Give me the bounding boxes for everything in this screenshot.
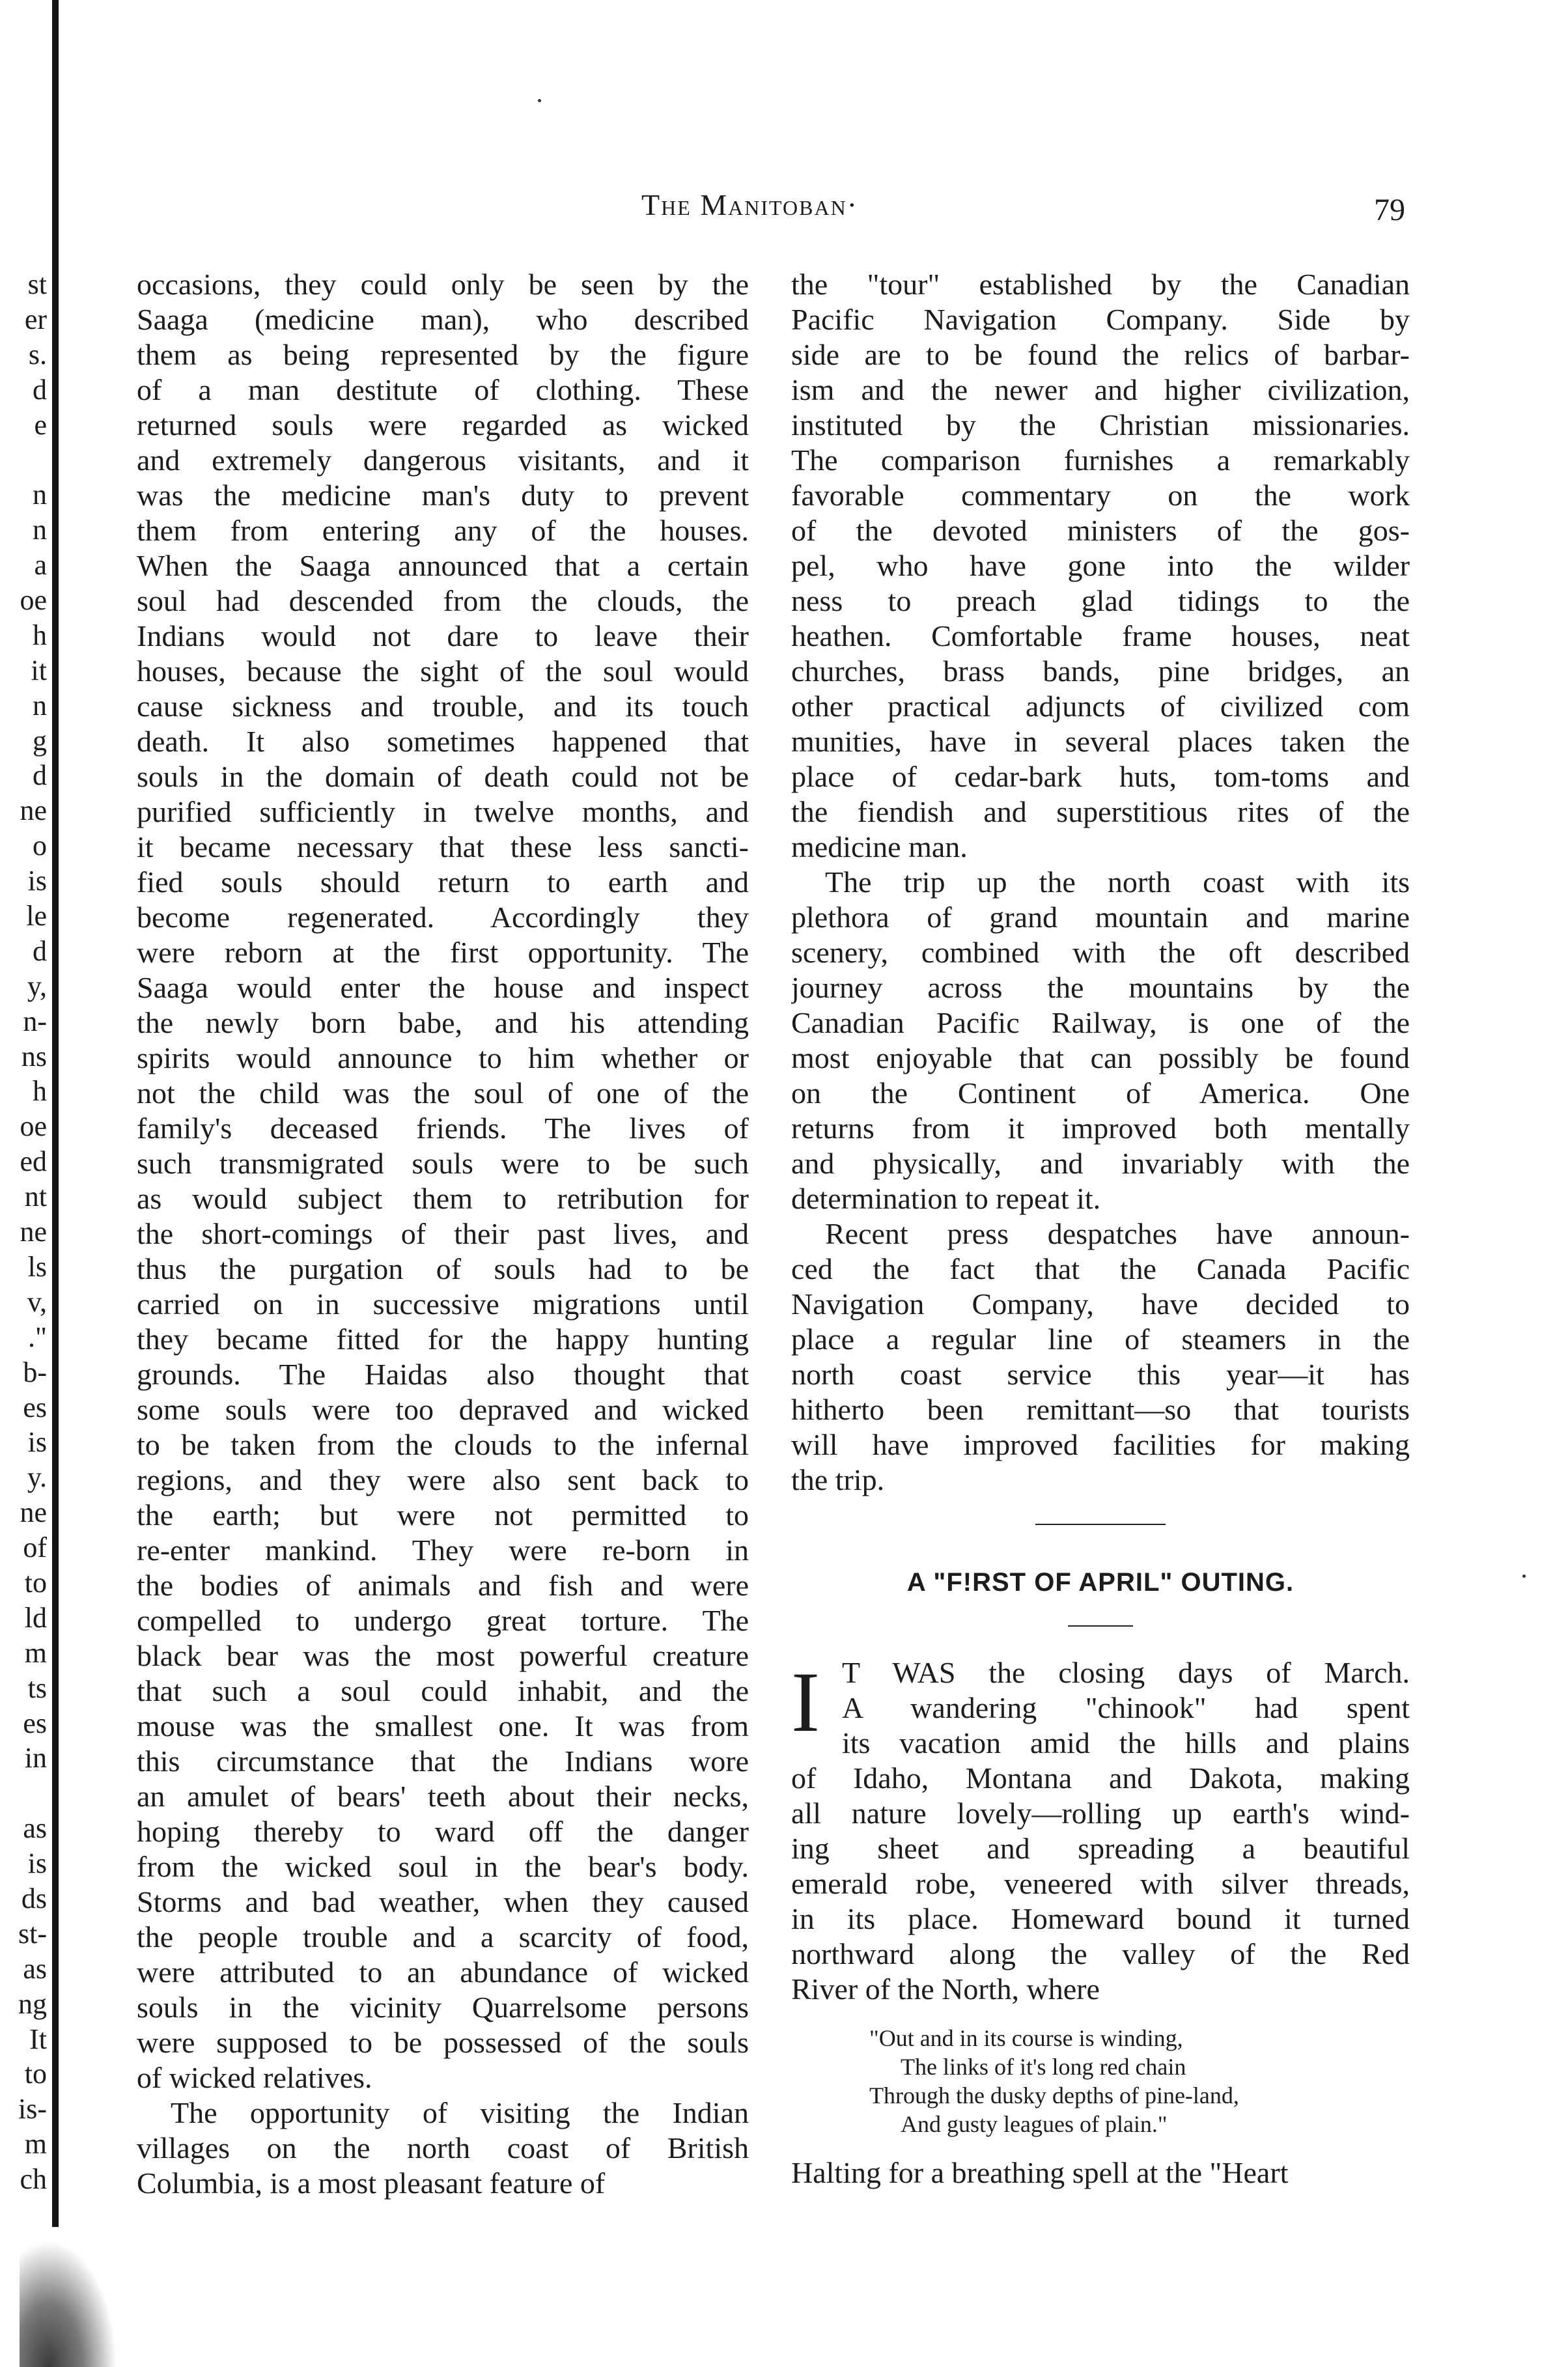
text-line: on the Continent of America. One xyxy=(791,1076,1410,1110)
edge-fragment: m xyxy=(24,2128,47,2161)
text-line: from the wicked soul in the bear's body. xyxy=(137,1850,749,1883)
paragraph-north-coast-trip xyxy=(791,865,1410,1216)
text-line: hitherto been remittant—so that tourists xyxy=(791,1393,1410,1426)
text-line: some souls were too depraved and wicked xyxy=(137,1393,749,1426)
text-line: all nature lovely—rolling up earth's wind- xyxy=(791,1797,1410,1830)
edge-fragment: is xyxy=(27,1426,47,1459)
edge-fragment: It xyxy=(29,2023,47,2055)
text-line: of the devoted ministers of the gos- xyxy=(791,514,1410,547)
paragraph-continued xyxy=(137,267,749,2095)
edge-fragment: d xyxy=(33,373,47,406)
text-line: as would subject them to retribution for xyxy=(137,1182,749,1215)
text-line: spirits would announce to him whether or xyxy=(137,1041,749,1074)
text-line: them from entering any of the houses. xyxy=(137,514,749,547)
edge-fragment: oe xyxy=(20,584,47,617)
text-line: cause sickness and trouble, and its touch xyxy=(137,690,749,723)
verse-quotation xyxy=(869,2024,1410,2138)
text-line: favorable commentary on the work xyxy=(791,479,1410,512)
edge-fragment: is- xyxy=(18,2093,47,2125)
print-speck xyxy=(538,99,541,102)
text-line: ism and the newer and higher civilization, xyxy=(791,373,1410,406)
text-line: it became necessary that these less sancti- xyxy=(137,830,749,863)
text-line: place of cedar-bark huts, tom-toms and xyxy=(791,760,1410,793)
text-line: Saaga (medicine man), who described xyxy=(137,303,749,336)
text-line: returns from it improved both mentally xyxy=(791,1112,1410,1145)
edge-fragment: s. xyxy=(28,338,47,371)
text-line: mouse was the smallest one. It was from xyxy=(137,1709,749,1743)
text-line: black bear was the most powerful creature xyxy=(137,1639,749,1672)
text-line: journey across the mountains by the xyxy=(791,971,1410,1004)
edge-fragment: d xyxy=(33,759,47,792)
text-line: were reborn at the first opportunity. The xyxy=(137,936,749,969)
right-column xyxy=(791,267,1410,2191)
edge-fragment: n xyxy=(33,689,47,721)
edge-fragment: is xyxy=(27,1847,47,1880)
text-line: place a regular line of steamers in the xyxy=(791,1323,1410,1356)
text-line: an amulet of bears' teeth about their necks, xyxy=(137,1780,749,1813)
print-speck xyxy=(1522,1575,1526,1578)
text-line: the bodies of animals and fish and were xyxy=(137,1569,749,1602)
edge-fragment: ts xyxy=(27,1672,47,1704)
edge-fragment: ds xyxy=(21,1882,47,1914)
edge-fragment: o xyxy=(33,830,47,862)
text-line: The trip up the north coast with its xyxy=(825,865,1410,899)
text-line: The opportunity of visiting the Indian xyxy=(171,2096,749,2129)
text-line: side are to be found the relics of barbar- xyxy=(791,338,1410,371)
text-line: family's deceased friends. The lives of xyxy=(137,1112,749,1145)
facing-page-edge-text xyxy=(0,267,51,2214)
edge-fragment: ch xyxy=(20,2163,47,2196)
edge-fragment: oe xyxy=(20,1110,47,1143)
text-line: were supposed to be possessed of the souls xyxy=(137,2026,749,2059)
text-line: soul had descended from the clouds, the xyxy=(137,584,749,617)
edge-fragment: as xyxy=(23,1952,47,1985)
text-line: heathen. Comfortable frame houses, neat xyxy=(791,619,1410,652)
article-opening xyxy=(791,1655,1410,2007)
text-line: the trip. xyxy=(791,1463,885,1496)
edge-fragment: b- xyxy=(23,1356,47,1388)
edge-fragment: y, xyxy=(27,970,47,1002)
text-line: carried on in successive migrations until xyxy=(137,1287,749,1321)
text-line: in its place. Homeward bound it turned xyxy=(791,1902,1410,1935)
edge-fragment: ne xyxy=(20,1216,47,1248)
text-line: medicine man. xyxy=(791,830,968,863)
text-line: was the medicine man's duty to prevent xyxy=(137,479,749,512)
text-line: churches, brass bands, pine bridges, an xyxy=(791,654,1410,688)
edge-fragment: ed xyxy=(20,1145,47,1178)
text-line: fied souls should return to earth and xyxy=(137,865,749,899)
edge-fragment: n xyxy=(33,514,47,546)
text-line: determination to repeat it. xyxy=(791,1182,1101,1215)
text-line: instituted by the Christian missionaries. xyxy=(791,408,1410,441)
paragraph-tour xyxy=(791,267,1410,865)
text-line: not the child was the soul of one of the xyxy=(137,1076,749,1110)
text-line: souls in the vicinity Quarrelsome persons xyxy=(137,1991,749,2024)
text-line: houses, because the sight of the soul would xyxy=(137,654,749,688)
verse-line: The links of it's long red chain xyxy=(901,2054,1186,2080)
running-title: The Manitoban· xyxy=(641,188,858,221)
binding-shadow xyxy=(20,2240,117,2367)
edge-fragment xyxy=(0,442,51,477)
text-line: the people trouble and a scarcity of food, xyxy=(137,1920,749,1954)
edge-fragment: v, xyxy=(27,1285,47,1318)
text-line: ness to preach glad tidings to the xyxy=(791,584,1410,617)
verse-line: "Out and in its course is winding, xyxy=(869,2025,1183,2051)
text-line: pel, who have gone into the wilder xyxy=(791,549,1410,582)
article-heading: A "F!RST OF APRIL" OUTING. xyxy=(906,1568,1295,1597)
text-line: its vacation amid the hills and plains xyxy=(842,1726,1410,1759)
text-line: The comparison furnishes a remarkably xyxy=(791,443,1410,477)
text-line: will have improved facilities for making xyxy=(791,1428,1410,1461)
text-line: and extremely dangerous visitants, and it xyxy=(137,443,749,477)
edge-fragment: h xyxy=(33,619,47,651)
text-line: Halting for a breathing spell at the "Heart xyxy=(791,2156,1289,2189)
edge-fragment: er xyxy=(24,303,47,335)
text-line: thus the purgation of souls had to be xyxy=(137,1252,749,1285)
text-line: the "tour" established by the Canadian xyxy=(791,268,1410,301)
text-line: munities, have in several places taken the xyxy=(791,725,1410,758)
edge-fragment: ns xyxy=(21,1040,47,1072)
edge-fragment: g xyxy=(33,724,47,757)
text-line: When the Saaga announced that a certain xyxy=(137,549,749,582)
text-line: such transmigrated souls were to be such xyxy=(137,1147,749,1180)
edge-fragment: ." xyxy=(28,1321,47,1353)
text-line: River of the North, where xyxy=(791,1972,1100,2006)
text-line: plethora of grand mountain and marine xyxy=(791,901,1410,934)
text-line: the newly born babe, and his attending xyxy=(137,1006,749,1039)
paragraph-indian-villages xyxy=(137,2095,749,2201)
text-line: of a man destitute of clothing. These xyxy=(137,373,749,406)
edge-fragment: to xyxy=(24,2058,47,2090)
edge-fragment: n- xyxy=(23,1005,47,1037)
text-line: occasions, they could only be seen by the xyxy=(137,268,749,301)
text-line: the earth; but were not permitted to xyxy=(137,1498,749,1532)
text-line: regions, and they were also sent back to xyxy=(137,1463,749,1496)
text-line: ing sheet and spreading a beautiful xyxy=(791,1832,1410,1865)
edge-fragment: m xyxy=(24,1636,47,1669)
edge-fragment: ng xyxy=(18,1987,47,2020)
edge-fragment: is xyxy=(27,865,47,897)
edge-fragment: st- xyxy=(18,1917,47,1950)
edge-fragment: ls xyxy=(27,1250,47,1283)
text-line: this circumstance that the Indians wore xyxy=(137,1744,749,1778)
edge-fragment: le xyxy=(26,900,47,932)
text-line: become regenerated. Accordingly they xyxy=(137,901,749,934)
text-line: compelled to undergo great torture. The xyxy=(137,1604,749,1637)
drop-cap: I xyxy=(791,1654,820,1750)
text-line: scenery, combined with the oft described xyxy=(791,936,1410,969)
text-line: the short-comings of their past lives, and xyxy=(137,1217,749,1250)
edge-fragment: it xyxy=(31,654,47,686)
left-column xyxy=(137,267,749,2201)
text-line: Saaga would enter the house and inspect xyxy=(137,971,749,1004)
text-line: northward along the valley of the Red xyxy=(791,1937,1410,1970)
verse-line: Through the dusky depths of pine-land, xyxy=(869,2082,1239,2108)
text-line: Recent press despatches have announ- xyxy=(825,1217,1410,1250)
edge-fragment: y. xyxy=(27,1461,47,1494)
edge-fragment: ne xyxy=(20,794,47,827)
text-line: ced the fact that the Canada Pacific xyxy=(791,1252,1410,1285)
edge-fragment: n xyxy=(33,479,47,511)
edge-fragment: es xyxy=(23,1707,47,1739)
text-line: were attributed to an abundance of wicked xyxy=(137,1955,749,1989)
text-line: re-enter mankind. They were re-born in xyxy=(137,1534,749,1567)
text-line: Indians would not dare to leave their xyxy=(137,619,749,652)
text-line: T WAS the closing days of March. xyxy=(842,1656,1410,1689)
edge-fragment: e xyxy=(34,408,47,441)
binding-edge xyxy=(52,0,59,2227)
text-line: north coast service this year—it has xyxy=(791,1358,1410,1391)
text-line: Navigation Company, have decided to xyxy=(791,1287,1410,1321)
verse-line: And gusty leagues of plain." xyxy=(901,2111,1168,2137)
text-line: most enjoyable that can possibly be found xyxy=(791,1041,1410,1074)
edge-fragment: in xyxy=(24,1742,47,1774)
edge-fragment: es xyxy=(23,1391,47,1423)
edge-fragment: of xyxy=(23,1532,47,1564)
text-line: they became fitted for the happy hunting xyxy=(137,1323,749,1356)
text-line: of Idaho, Montana and Dakota, making xyxy=(791,1761,1410,1795)
text-line: and physically, and invariably with the xyxy=(791,1147,1410,1180)
text-line: the fiendish and superstitious rites of the xyxy=(791,795,1410,828)
text-line: other practical adjuncts of civilized com xyxy=(791,690,1410,723)
text-line: Columbia, is a most pleasant feature of xyxy=(137,2166,606,2200)
text-line: returned souls were regarded as wicked xyxy=(137,408,749,441)
text-line: death. It also sometimes happened that xyxy=(137,725,749,758)
edge-fragment: as xyxy=(23,1812,47,1845)
edge-fragment: ld xyxy=(24,1601,47,1634)
text-line: to be taken from the clouds to the infernal xyxy=(137,1428,749,1461)
edge-fragment: ne xyxy=(20,1496,47,1529)
edge-fragment: d xyxy=(33,934,47,967)
text-line: villages on the north coast of British xyxy=(137,2131,749,2164)
text-line: purified sufficiently in twelve months, and xyxy=(137,795,749,828)
edge-fragment xyxy=(0,1776,51,1811)
text-line: A wandering "chinook" had spent xyxy=(842,1691,1410,1724)
text-line: hoping thereby to ward off the danger xyxy=(137,1815,749,1848)
text-line: grounds. The Haidas also thought that xyxy=(137,1358,749,1391)
edge-fragment: h xyxy=(33,1075,47,1108)
paragraph-press-despatches xyxy=(791,1216,1410,1498)
edge-fragment: a xyxy=(34,549,47,581)
text-line: that such a soul could inhabit, and the xyxy=(137,1674,749,1707)
text-line: Canadian Pacific Railway, is one of the xyxy=(791,1006,1410,1039)
edge-fragment: to xyxy=(24,1566,47,1599)
text-line: emerald robe, veneered with silver threads, xyxy=(791,1867,1410,1900)
text-line: of wicked relatives. xyxy=(137,2061,372,2094)
text-line: Storms and bad weather, when they caused xyxy=(137,1885,749,1918)
text-line: souls in the domain of death could not be xyxy=(137,760,749,793)
text-line: Pacific Navigation Company. Side by xyxy=(791,303,1410,336)
edge-fragment: st xyxy=(27,268,47,300)
edge-fragment: nt xyxy=(24,1181,47,1213)
text-line: them as being represented by the figure xyxy=(137,338,749,371)
page-number: 79 xyxy=(1374,193,1405,227)
